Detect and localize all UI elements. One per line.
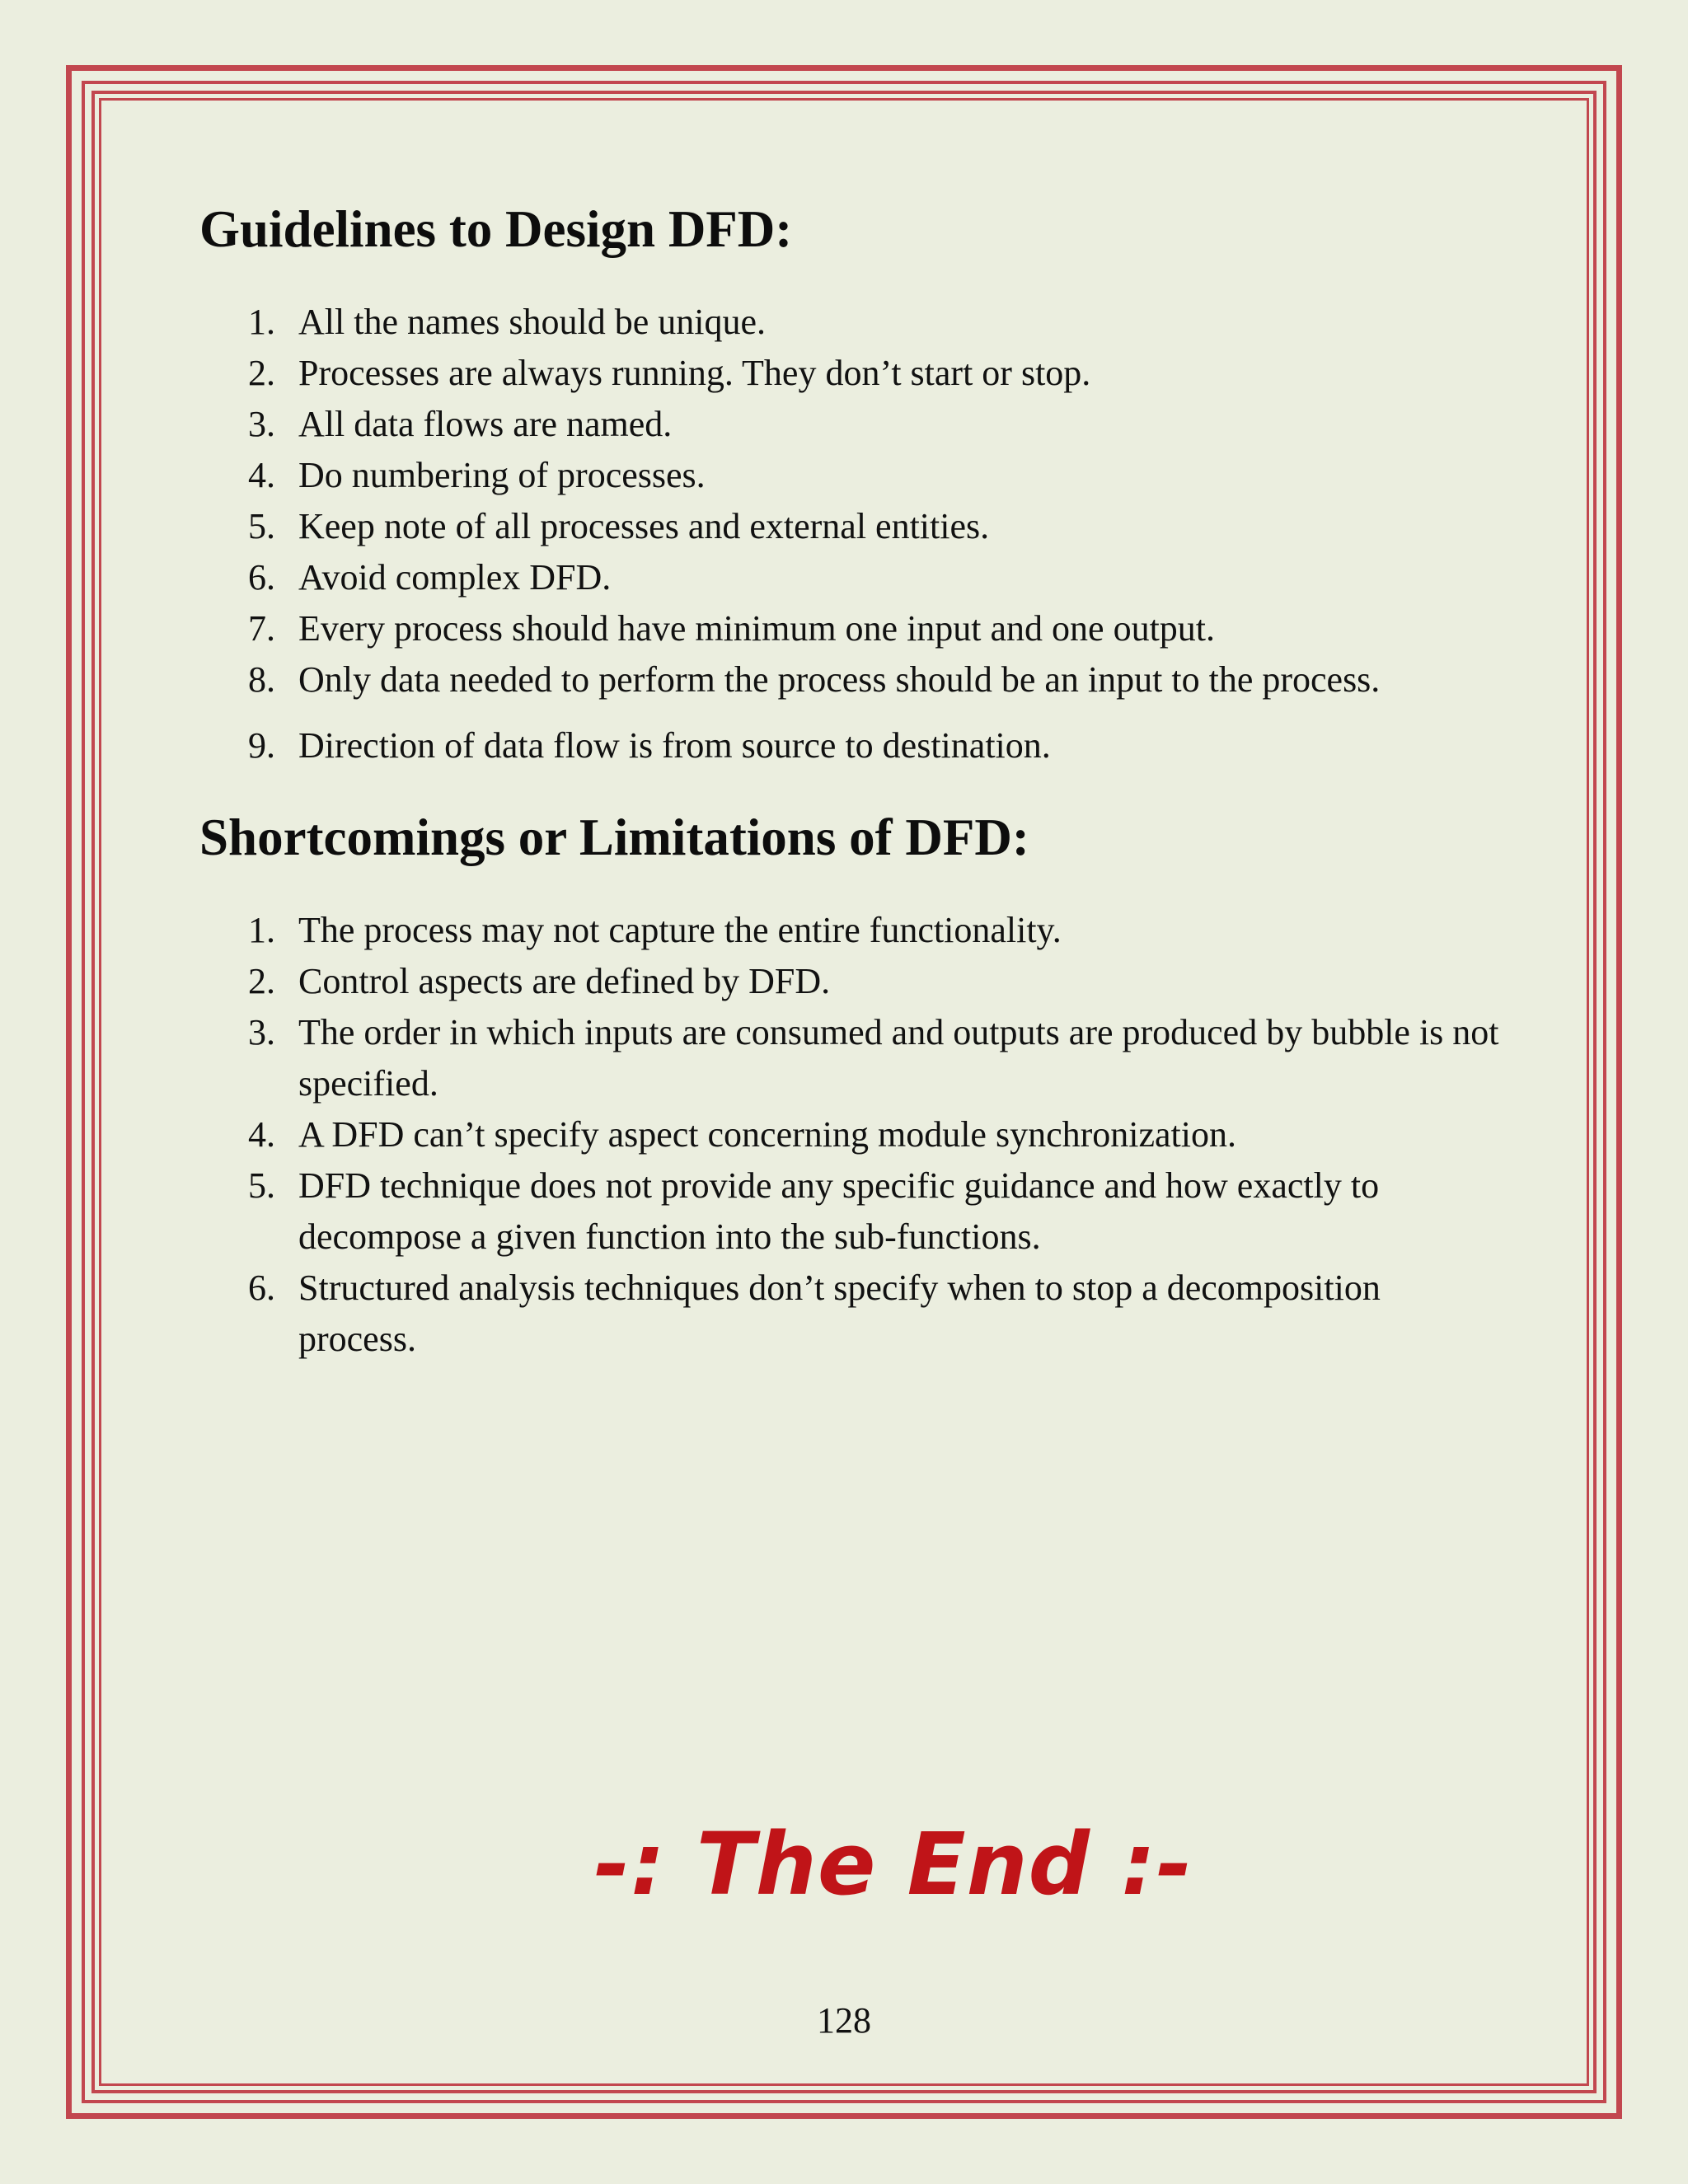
list-item xyxy=(0,1263,1502,1365)
list-item-number: 3. xyxy=(248,1012,275,1052)
list-item-number: 5. xyxy=(248,506,275,546)
list-item-text: The order in which inputs are consumed and outputs are produced by bubble is not specified. xyxy=(298,1012,1499,1104)
list-item-number: 7. xyxy=(248,608,275,649)
list-item xyxy=(0,720,1502,771)
list-item xyxy=(0,905,1502,956)
list-item xyxy=(0,603,1502,654)
list-item-number: 2. xyxy=(248,961,275,1001)
page-number: 128 xyxy=(817,2000,871,2041)
list-item-number: 3. xyxy=(248,404,275,444)
section-heading-limitations: Shortcomings or Limitations of DFD: xyxy=(199,808,1029,866)
list-item-number: 4. xyxy=(248,455,275,495)
list-item xyxy=(0,1160,1502,1263)
list-item-number: 8. xyxy=(248,659,275,700)
list-item-number: 6. xyxy=(248,557,275,598)
section-heading-guidelines: Guidelines to Design DFD: xyxy=(199,200,793,258)
list-item-text: Structured analysis techniques don’t specify when to stop a decomposition process. xyxy=(298,1268,1381,1359)
list-item xyxy=(0,956,1502,1007)
list-item xyxy=(0,399,1502,450)
list-item-text: Direction of data flow is from source to destination. xyxy=(298,725,1051,766)
list-item-number: 5. xyxy=(248,1165,275,1206)
list-item-text: Keep note of all processes and external entities. xyxy=(298,506,990,546)
list-item xyxy=(0,348,1502,399)
list-item xyxy=(0,501,1502,552)
list-item xyxy=(0,552,1502,603)
list-item-number: 9. xyxy=(248,725,275,766)
list-item-text: Do numbering of processes. xyxy=(298,455,706,495)
list-item-number: 2. xyxy=(248,353,275,393)
list-item-number: 4. xyxy=(248,1114,275,1155)
list-item-number: 1. xyxy=(248,302,275,342)
list-item-number: 6. xyxy=(248,1268,275,1308)
list-item-number: 1. xyxy=(248,910,275,950)
list-item-text: Every process should have minimum one input and one output. xyxy=(298,608,1216,649)
list-item-text: DFD technique does not provide any specific guidance and how exactly to decompose a given function into the sub-functions. xyxy=(298,1165,1380,1257)
list-item-text: All data flows are named. xyxy=(298,404,673,444)
list-item-text: Control aspects are defined by DFD. xyxy=(298,961,831,1001)
list-item xyxy=(0,1109,1502,1160)
list-item-text: Avoid complex DFD. xyxy=(298,557,612,598)
list-item xyxy=(0,297,1502,348)
list-item-text: Only data needed to perform the process should be an input to the process. xyxy=(298,659,1381,700)
list-item xyxy=(0,654,1502,705)
limitations-list xyxy=(0,905,1502,1365)
list-item-text: A DFD can’t specify aspect concerning module synchronization. xyxy=(298,1114,1236,1155)
guidelines-list xyxy=(0,297,1502,771)
list-item-text: Processes are always running. They don’t start or stop. xyxy=(298,353,1091,393)
list-item xyxy=(0,1007,1502,1109)
list-item-text: All the names should be unique. xyxy=(298,302,767,342)
list-item-text: The process may not capture the entire functionality. xyxy=(298,910,1062,950)
list-item xyxy=(0,450,1502,501)
the-end-title: -: The End :- xyxy=(593,1814,1193,1915)
